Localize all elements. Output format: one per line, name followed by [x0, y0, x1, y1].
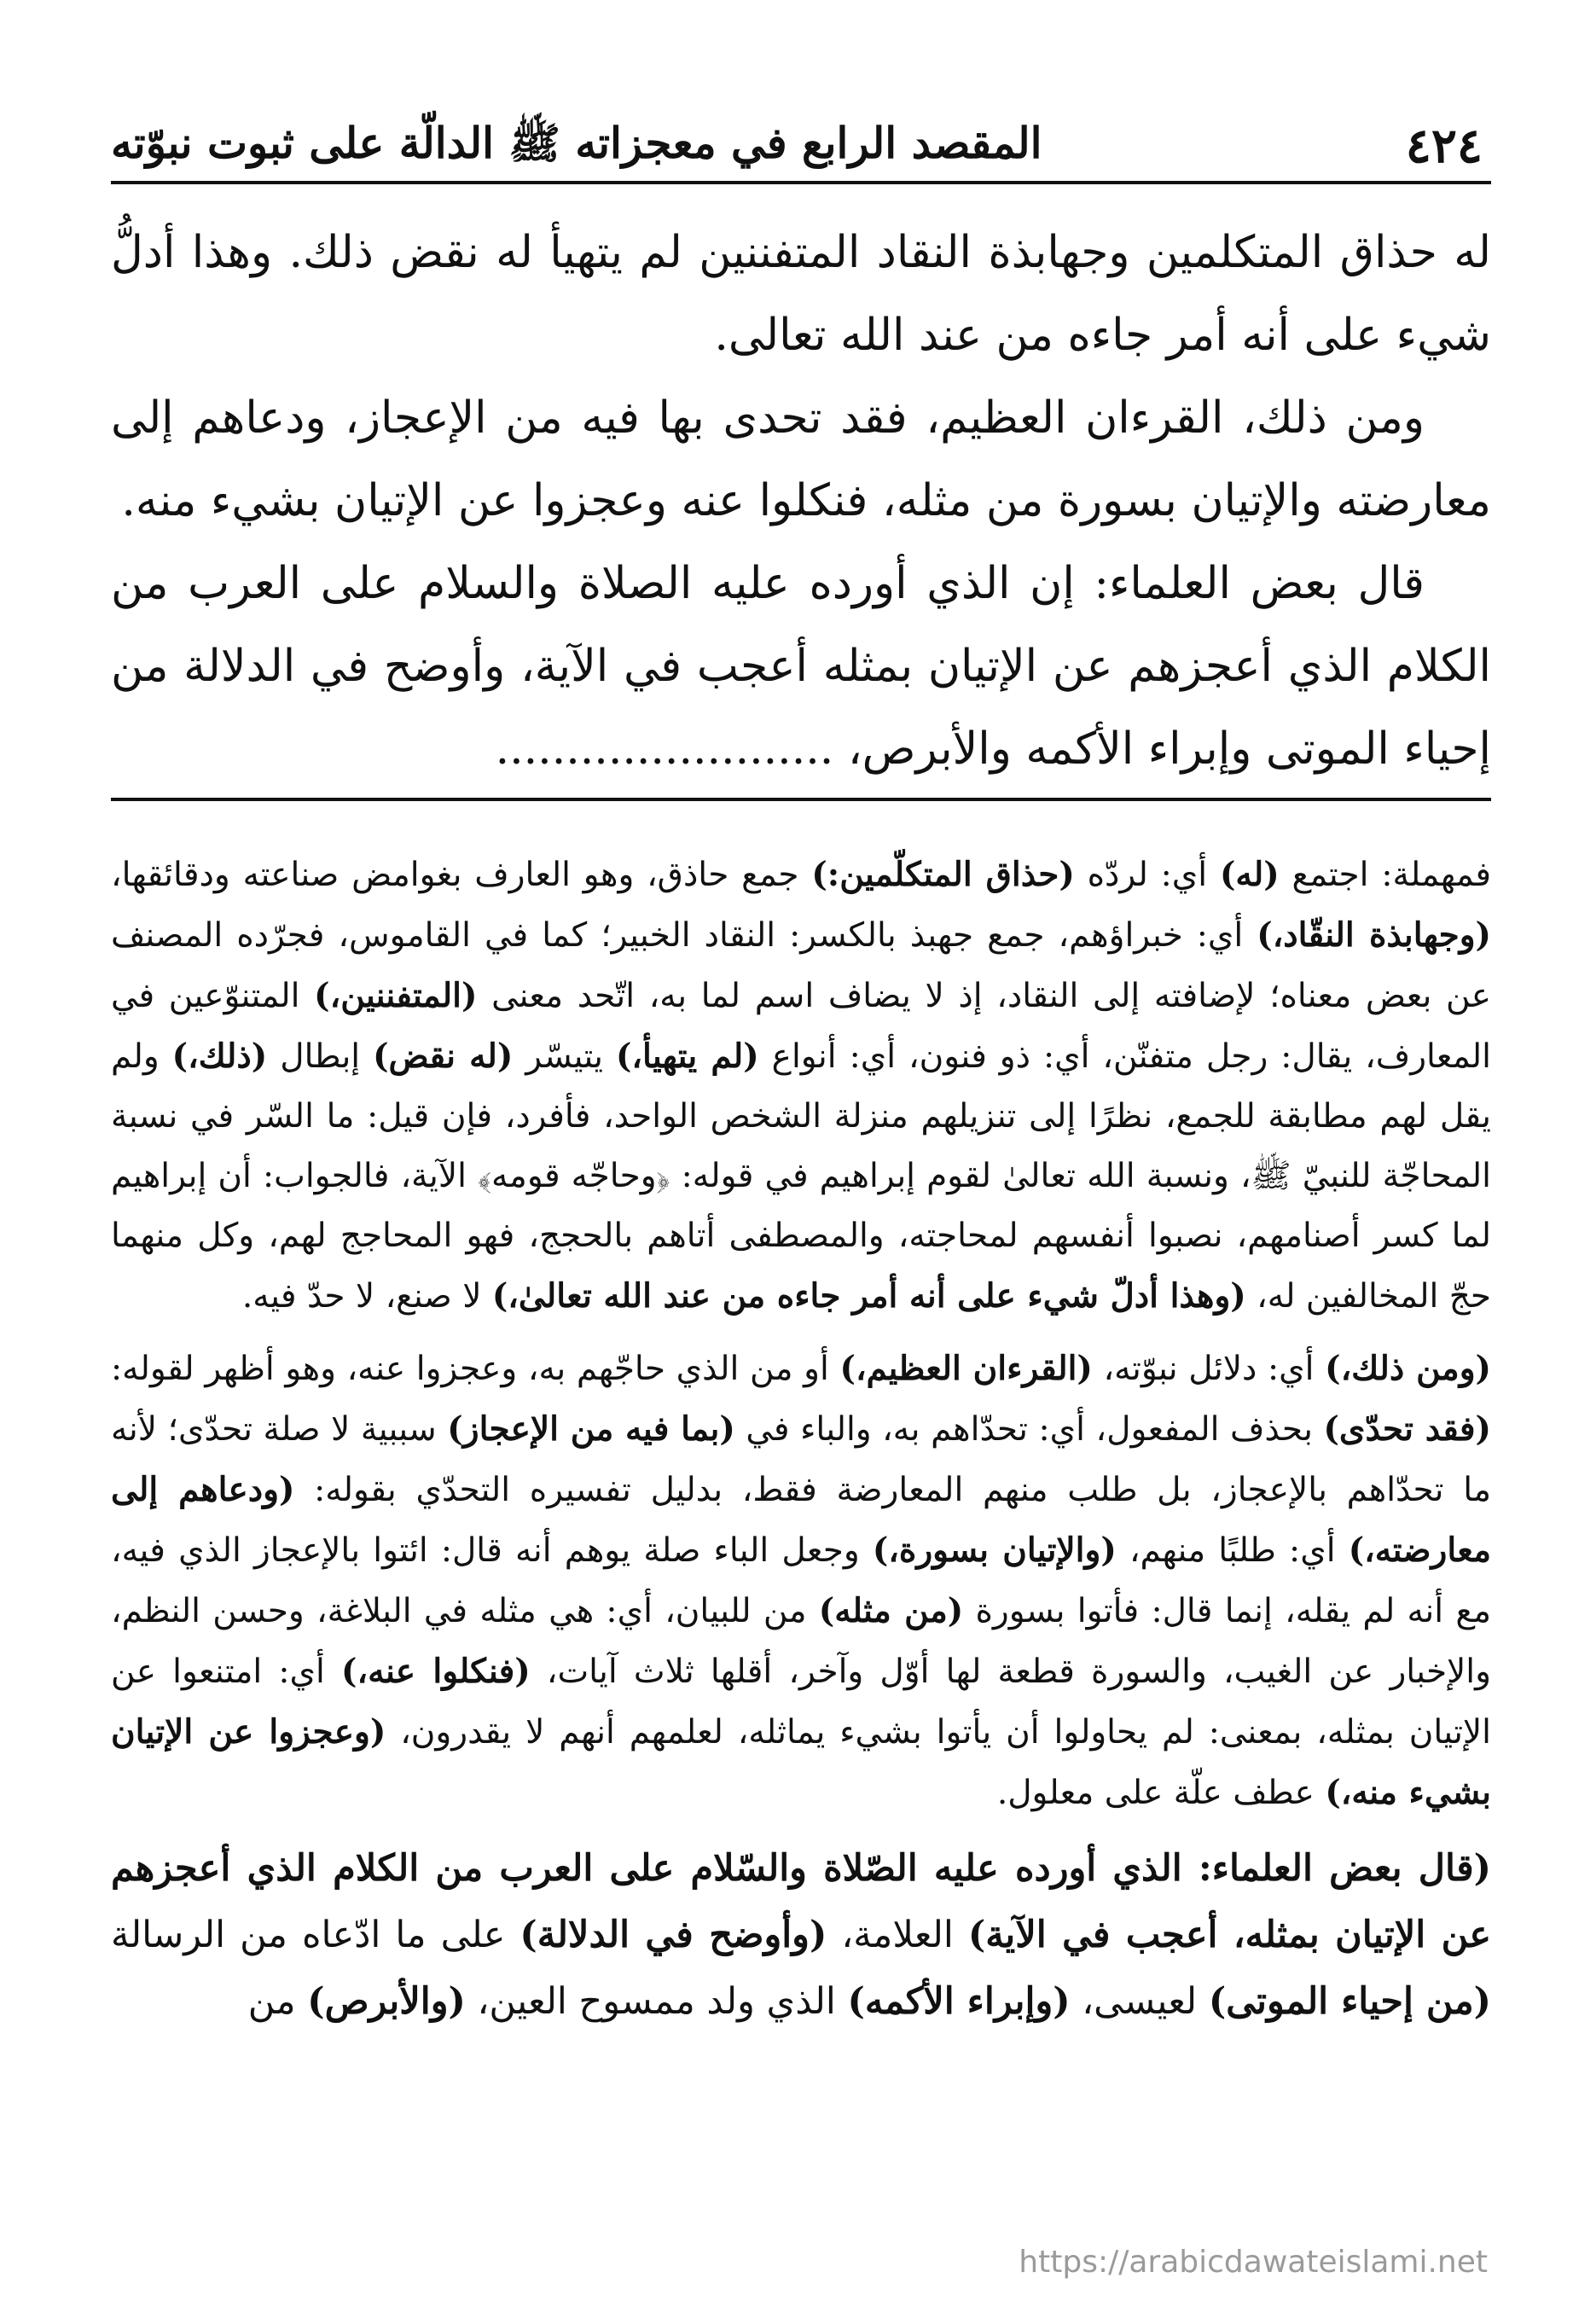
commentary-text: لعيسى،	[1070, 1980, 1209, 2023]
main-paragraph-1: له حذاق المتكلمين وجهابذة النقاد المتفننين لم يتهيأ له نقض ذلك. وهذا أدلُّ شيء على أنه أمر جاءه من عند الله تعالى.	[111, 227, 1491, 361]
footnote-separator	[111, 798, 1491, 801]
quoted-phrase: (لم يتهيأ،)	[615, 1037, 759, 1076]
commentary-text: وجعل الباء صلة يوهم أنه قال: ائتوا بالإعجاز الذي فيه، مع أنه لم يقله، إنما قال: فأتوا بسورة	[111, 1531, 1492, 1630]
quoted-phrase: (ذلك،)	[171, 1037, 268, 1076]
watermark-url: https://arabicdawateislami.net	[1019, 2245, 1488, 2280]
quoted-phrase: (وجهابذة النقّاد،)	[1257, 915, 1491, 955]
header-title: المقصد الرابع في معجزاته ﷺ الدالّة على ثبوت نبوّته	[111, 118, 1042, 168]
quoted-phrase: (المتفننين،)	[314, 976, 478, 1015]
quoted-phrase: (القرءان العظيم،)	[839, 1349, 1093, 1388]
commentary-text: أي: امتنعوا عن الإتيان بمثله، بمعنى: لم يحاولوا أن يأتوا بشيء يماثله، لعلمهم أنهم لا يقدرون،	[111, 1653, 1492, 1752]
commentary-text: بحذف المفعول، أي: تحدّاهم به، والباء في	[734, 1410, 1324, 1449]
commentary-text: أي: لردّه	[1074, 856, 1220, 894]
main-text	[111, 212, 1491, 791]
commentary-text: العلامة،	[827, 1914, 968, 1956]
commentary-text: أي: دلائل نبوّته،	[1092, 1350, 1326, 1388]
commentary-text: لا صنع، لا حدّ فيه.	[241, 1277, 492, 1316]
quoted-phrase: (من مثله)	[818, 1591, 964, 1630]
running-header	[111, 102, 1491, 179]
commentary-text: عطف علّة على معلول.	[996, 1774, 1326, 1812]
quoted-phrase: (له نقض)	[373, 1037, 514, 1076]
commentary-paragraph-3	[111, 1835, 1491, 2035]
commentary-text: الذي ولد ممسوح العين،	[465, 1980, 848, 2023]
commentary-text: جمع حاذق، وهو العارف بغوامض صناعته ودقائقها،	[111, 856, 812, 894]
commentary-text: أو من الذي حاجّهم به، وعجزوا عنه، وهو أظهر لقوله:	[111, 1350, 840, 1388]
quoted-phrase: (من إحياء الموتى)	[1208, 1980, 1491, 2023]
commentary-paragraph-2	[111, 1339, 1491, 1823]
quoted-phrase: (ومن ذلك،)	[1325, 1349, 1491, 1388]
commentary-paragraph-1	[111, 845, 1491, 1327]
commentary-text: سببية لا صلة تحدّى؛ لأنه ما تحدّاهم بالإعجاز، بل طلب منهم المعارضة فقط، بدليل تفسيره التحدّي بقوله:	[111, 1410, 1491, 1509]
commentary-text: من للبيان، أي: هي مثله في البلاغة، وحسن النظم، والإخبار عن الغيب، والسورة قطعة لها أوّل وآخر، أقلها ثلاث آيات،	[111, 1592, 1491, 1691]
header-rule	[111, 181, 1491, 184]
commentary-text: المتنوّعين في المعارف، يقال: رجل متفنّن، أي: ذو فنون، أي: أنواع	[111, 977, 1491, 1076]
quoted-phrase: (وهذا أدلّ شيء على أنه أمر جاءه من عند الله تعالىٰ،)	[491, 1276, 1246, 1316]
main-paragraph-3-text: قال بعض العلماء: إن الذي أورده عليه الصلاة والسلام على العرب من الكلام الذي أعجزهم عن الإتيان بمثله أعجب في الآية، وأوضح في الدلالة من إحياء الموتى وإبراء الأكمه والأبرص،	[111, 558, 1491, 775]
quoted-phrase: (بما فيه من الإعجاز)	[447, 1409, 735, 1449]
page	[111, 0, 1491, 2324]
quoted-phrase: (ودعاهم إلى معارضته،)	[111, 1470, 1491, 1570]
quoted-phrase: (وأوضح في الدلالة)	[519, 1914, 827, 1956]
quoted-phrase: (له)	[1219, 855, 1280, 894]
main-paragraph-2: ومن ذلك، القرءان العظيم، فقد تحدى بها فيه من الإعجاز، ودعاهم إلى معارضته والإتيان بسورة من مثله، فنكلوا عنه وعجزوا عن الإتيان بشيء منه.	[111, 392, 1491, 526]
commentary-text: إبطال	[267, 1037, 374, 1076]
commentary-text: فمهملة: اجتمع	[1279, 856, 1491, 894]
commentary-text: ولم يقل لهم مطابقة للجمع، نظرًا إلى تنزيلهم منزلة الشخص الواحد، فأفرد، فإن قيل: ما السّر في نسبة المحاجّة للنبيّ ﷺ، ونسبة الله تعالىٰ لقوم إبراهيم في قوله: ﴿وحاجّه قومه﴾ الآية، فالجواب: أن إبراهيم لما كسر أصنامهم، نصبوا أنفسهم لمحاجته، والمصطفى أتاهم بالحجج، فهو المحاجج لهم، وكل منهما حجّ المخالفين له،	[111, 1037, 1491, 1316]
commentary-text: من	[247, 1980, 308, 2023]
commentary-text: على ما ادّعاه من الرسالة	[111, 1914, 520, 1956]
commentary	[111, 845, 1491, 2047]
commentary-text: أي: طلبًا منهم،	[1116, 1531, 1349, 1570]
quoted-phrase: (حذاق المتكلّمين:)	[811, 855, 1075, 894]
quoted-phrase: (والإتيان بسورة،)	[872, 1531, 1117, 1570]
quoted-phrase: (وعجزوا عن الإتيان بشيء منه،)	[111, 1712, 1491, 1812]
commentary-text: أي: خبراؤهم، جمع جهبذ بالكسر: النقاد الخبير؛ كما في القاموس، فجرّده المصنف عن بعض معناه؛ لإضافته إلى النقاد، إذ لا يضاف اسم لما به، اتّحد معنى	[111, 916, 1491, 1015]
quoted-phrase: (قال بعض العلماء: الذي أورده عليه الصّلاة والسّلام على العرب من الكلام الذي أعجزهم عن الإتيان بمثله، أعجب في الآية)	[111, 1847, 1491, 1956]
main-paragraph-3	[111, 543, 1491, 791]
quoted-phrase: (فنكلوا عنه،)	[341, 1652, 531, 1691]
quoted-phrase: (فقد تحدّى)	[1323, 1409, 1491, 1449]
page-number: ٤٢٤	[1405, 118, 1483, 174]
quoted-phrase: (والأبرص)	[307, 1980, 466, 2023]
quoted-phrase: (وإبراء الأكمه)	[847, 1980, 1071, 2023]
commentary-text: يتيسّر	[513, 1037, 616, 1076]
continuation-dots: ........................	[495, 723, 834, 775]
